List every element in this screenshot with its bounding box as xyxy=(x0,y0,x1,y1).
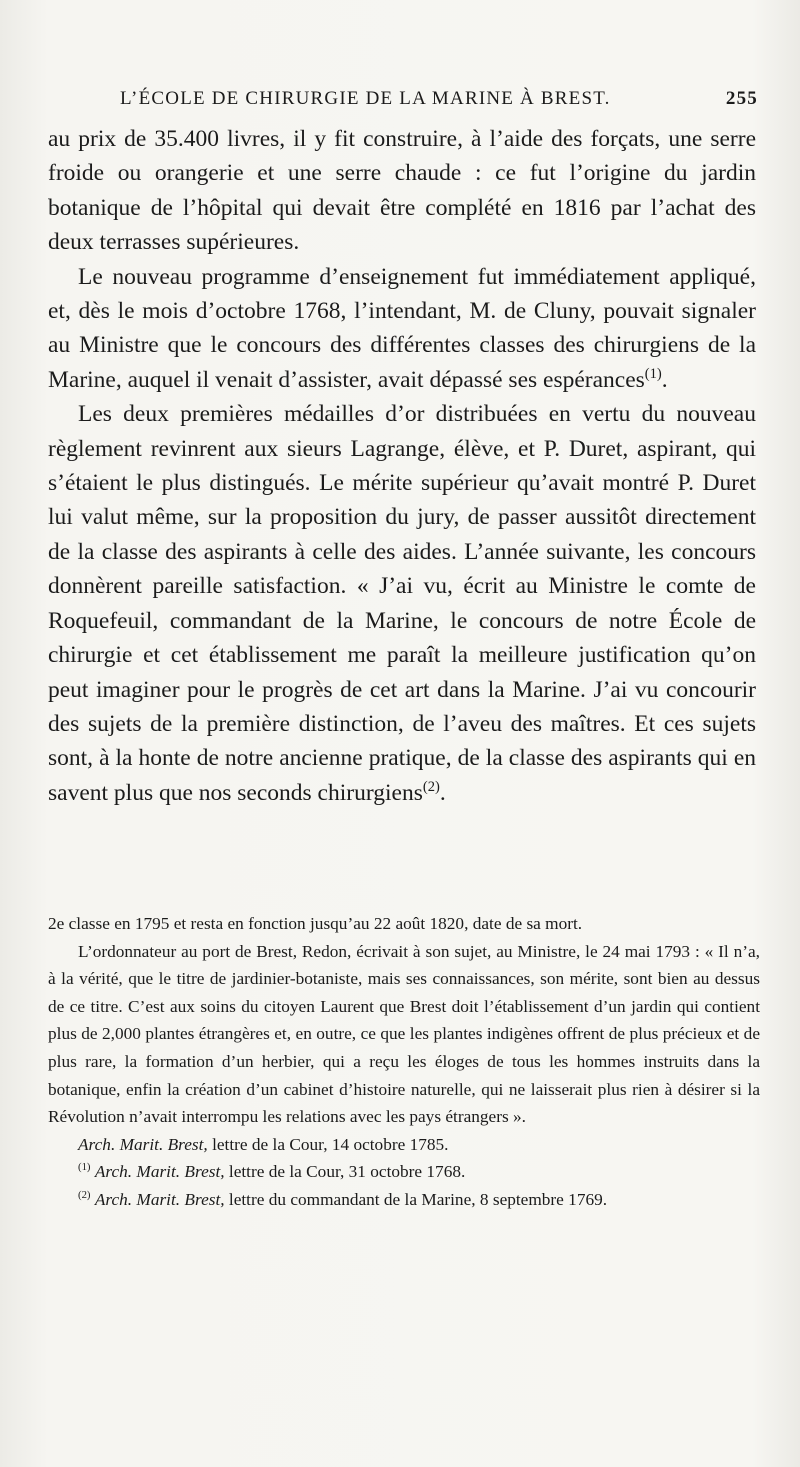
footnotes xyxy=(48,910,760,1214)
paragraph-3-end: . xyxy=(439,779,446,806)
footnote-2-citation: Arch. Marit. Brest, xyxy=(94,1189,225,1209)
footnote-ref-1: (1) xyxy=(644,366,662,383)
footnote-1-detail: lettre de la Cour, 31 octobre 1768. xyxy=(224,1162,466,1182)
paragraph-1: au prix de 35.400 livres, il y fit construire, à l’aide des forçats, une serre froide ou orangerie et une serre chaude : ce fut l’origine du jardin botanique de l’hôpital qui devait être complété en 1816 par l’achat des deux terrasses supérieures. xyxy=(48,126,756,256)
footnote-continued: 2e classe en 1795 et resta en fonction jusqu’au 22 août 1820, date de sa mort. xyxy=(48,914,583,933)
footnote-2 xyxy=(48,1186,760,1214)
footnote-quote: L’ordonnateur au port de Brest, Redon, écrivait à son sujet, au Ministre, le 24 mai 1793 : « Il n’a, à la vérité, que le titre de jardinier-botaniste, mais ses connaissances, son mérite, sont bien au dessus de ce titre. C’est aux soins du citoyen Laurent que Brest doit l’établissement d’un jardin qui contient plus de 2,000 plantes étrangères et, en outre, ce que les plantes indigènes offrent de plus précieux et de plus rare, la formation d’un herbier, qui a reçu les éloges de tous les hommes instruits dans la botanique, enfin la création d’un cabinet d’histoire naturelle, qui ne laisserait plus rien à désirer si la Révolution n’avait interrompu les relations avec les pays étrangers ». xyxy=(48,941,760,1127)
citation-detail: lettre de la Cour, 14 octobre 1785. xyxy=(207,1134,449,1154)
paragraph-2-text: Le nouveau programme d’enseignement fut immédiatement appliqué, et, dès le mois d’octobre 1768, l’intendant, M. de Cluny, pouvait signaler au Ministre que le concours des différentes classes des chirurgiens de la Marine, auquel il venait d’assister, avait dépassé ses espérances xyxy=(48,263,756,393)
page-number: 255 xyxy=(725,88,758,109)
footnote-ref-2: (2) xyxy=(422,778,440,795)
running-title: L’ÉCOLE DE CHIRURGIE DE LA MARINE À BREST. xyxy=(120,88,611,109)
footnote-1-mark: (1) xyxy=(78,1161,91,1174)
main-text xyxy=(48,122,756,810)
paragraph-2-end: . xyxy=(661,366,668,393)
paragraph-2 xyxy=(48,260,756,398)
footnote-1-citation: Arch. Marit. Brest, xyxy=(94,1162,225,1182)
footnote-source xyxy=(48,1131,760,1159)
running-header xyxy=(48,84,758,118)
paragraph-3 xyxy=(48,397,756,810)
paragraph-3-text: Les deux premières médailles d’or distribuées en vertu du nouveau règlement revinrent aux sieurs Lagrange, élève, et P. Duret, aspirant, qui s’étaient le plus distingués. Le mérite supérieur qu’avait montré P. Duret lui valut même, sur la proposition du jury, de passer aussitôt directement de la classe des aspirants à celle des aides. L’année suivante, les concours donnèrent pareille satisfaction. « J’ai vu, écrit au Ministre le comte de Roquefeuil, commandant de la Marine, le concours de notre École de chirurgie et cet établissement me paraît la meilleure justification qu’on peut imaginer pour le progrès de cet art dans la Marine. J’ai vu concourir des sujets de la première distinction, de l’aveu des maîtres. Et ces sujets sont, à la honte de notre ancienne pratique, de la classe des aspirants qui en savent plus que nos seconds chirurgiens xyxy=(48,401,756,806)
archive-citation: Arch. Marit. Brest, xyxy=(78,1134,208,1154)
footnote-2-mark: (2) xyxy=(78,1189,91,1202)
footnote-1 xyxy=(48,1158,760,1186)
footnote-2-detail: lettre du commandant de la Marine, 8 septembre 1769. xyxy=(224,1189,608,1209)
